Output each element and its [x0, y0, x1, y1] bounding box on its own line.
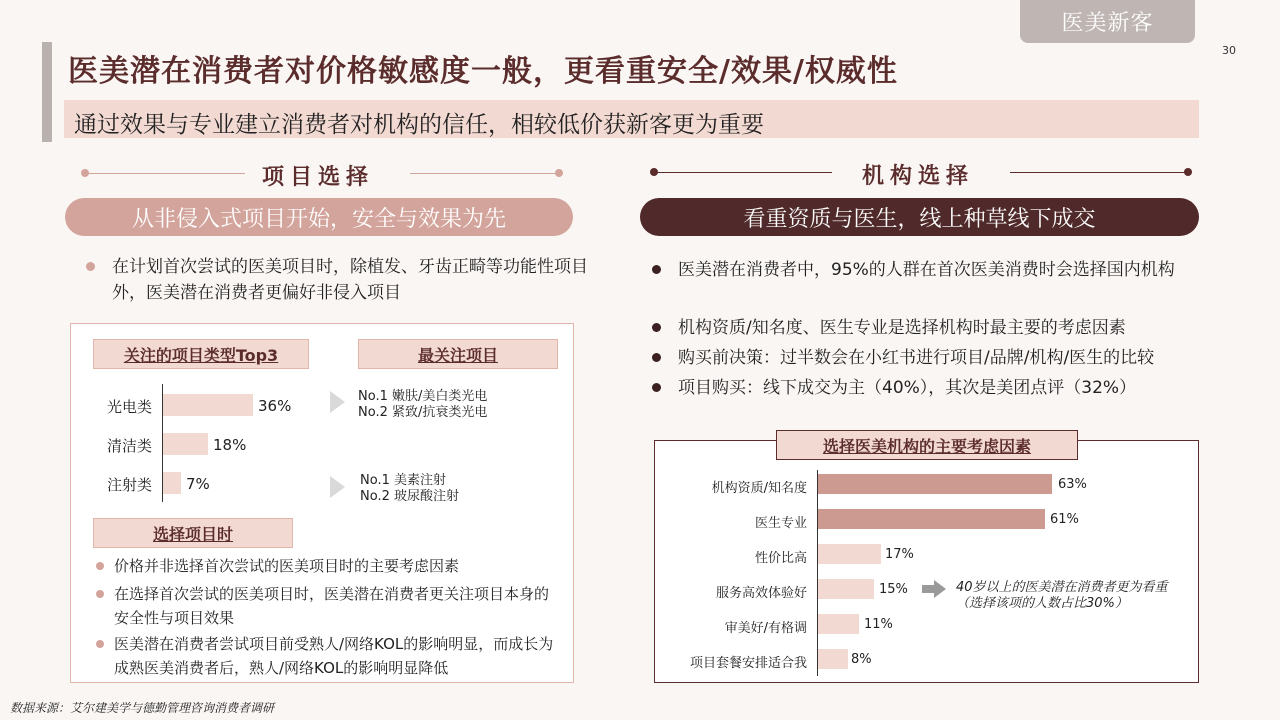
factor-label: 审美好/有格调 [724, 621, 807, 636]
data-source: 数据来源：艾尔建美学与德勤管理咨询消费者调研 [10, 701, 275, 715]
left-section-title: 项目选择 [262, 165, 375, 190]
top3-value-label: 36% [258, 397, 292, 415]
page-number: 30 [1222, 44, 1236, 57]
factor-bar [818, 614, 859, 634]
left-intro-bullet-dot [86, 262, 95, 271]
right-line-right [1010, 172, 1188, 173]
page-subtitle: 通过效果与专业建立消费者对机构的信任，相较低价获新客更为重要 [74, 112, 764, 138]
brand-tag: 医美新客 [1020, 0, 1195, 43]
right-bullet: 医美潜在消费者中，95%的人群在首次医美消费时会选择国内机构 [678, 260, 1175, 280]
focus-note-2-line2: No.2 玻尿酸注射 [360, 489, 459, 504]
top3-value-label: 7% [186, 475, 210, 493]
top3-category-label: 注射类 [106, 476, 152, 494]
arrow-note-line1: 40岁以上的医美潜在消费者更为看重 [956, 580, 1168, 595]
factor-axis [817, 470, 818, 676]
arrow-note-line2: （选择该项的人数占比30%） [956, 596, 1128, 611]
choose-bullet-dot [96, 590, 104, 598]
top3-title: 关注的项目类型Top3 [93, 339, 309, 369]
left-intro-bullet: 在计划首次尝试的医美项目时，除植发、牙齿正畸等功能性项目外，医美潜在消费者更偏好非侵入项目 [112, 257, 588, 303]
right-key-message: 看重资质与医生，线上种草线下成交 [640, 198, 1199, 236]
choose-bullet: 价格并非选择首次尝试的医美项目时的主要考虑因素 [114, 557, 460, 575]
factor-label: 性价比高 [754, 551, 807, 566]
factor-value-label: 15% [879, 582, 908, 597]
right-section-title: 机构选择 [862, 164, 975, 189]
focus-note-1-line1: No.1 嫩肤/美白类光电 [358, 389, 488, 404]
left-line-dot-end [555, 169, 563, 177]
choose-bullet: 在选择首次尝试的医美项目时，医美潜在消费者更关注项目本身的安全性与项目效果 [114, 585, 550, 627]
factor-label: 服务高效体验好 [715, 586, 807, 601]
right-bullet: 项目购买：线下成交为主（40%），其次是美团点评（32%） [678, 378, 1137, 398]
right-bullet-dot [652, 265, 661, 274]
factor-bar [818, 544, 881, 564]
right-bullet: 购买前决策：过半数会在小红书进行项目/品牌/机构/医生的比较 [678, 348, 1155, 368]
factor-value-label: 17% [885, 547, 914, 562]
top3-category-label: 清洁类 [106, 437, 152, 455]
title-accent-bar [42, 42, 52, 142]
factor-label: 机构资质/知名度 [711, 481, 807, 496]
right-bullet-dot [652, 353, 661, 362]
top3-category-label: 光电类 [106, 398, 152, 416]
focus-note-2-line1: No.1 美素注射 [360, 473, 446, 488]
top3-value-label: 18% [213, 436, 247, 454]
play-arrow-icon [330, 391, 345, 413]
right-bullet-dot [652, 323, 661, 332]
arrow-right-icon [922, 580, 946, 598]
top3-bar [163, 472, 181, 494]
right-bullet: 机构资质/知名度、医生专业是选择机构时最主要的考虑因素 [678, 318, 1126, 338]
right-bullet-dot [652, 383, 661, 392]
choose-bullet-dot [96, 640, 104, 648]
factor-bar [818, 509, 1045, 529]
factor-value-label: 61% [1050, 512, 1079, 527]
right-line-left [654, 172, 832, 173]
left-key-message: 从非侵入式项目开始，安全与效果为先 [65, 198, 573, 236]
factor-bar [818, 649, 848, 669]
factor-bar [818, 579, 874, 599]
choose-bullet: 医美潜在消费者尝试项目前受熟人/网络KOL的影响明显，而成长为成熟医美消费者后，熟人/网络KOL的影响明显降低 [114, 635, 554, 677]
choose-title: 选择项目时 [93, 518, 293, 548]
factor-value-label: 63% [1058, 477, 1087, 492]
choose-bullet-dot [96, 562, 104, 570]
focus-title: 最关注项目 [358, 339, 558, 369]
factor-value-label: 8% [851, 652, 872, 667]
factor-label: 项目套餐安排适合我 [689, 656, 807, 671]
factor-label: 医生专业 [754, 516, 807, 531]
top3-bar [163, 394, 253, 416]
right-panel-title: 选择医美机构的主要考虑因素 [776, 430, 1078, 460]
factor-bar [818, 474, 1052, 494]
right-line-dot-end [1184, 168, 1192, 176]
page-title: 医美潜在消费者对价格敏感度一般，更看重安全/效果/权威性 [68, 54, 898, 89]
left-line-left [85, 173, 245, 174]
focus-note-1-line2: No.2 紧致/抗衰类光电 [358, 405, 488, 420]
left-line-right [410, 173, 560, 174]
play-arrow-icon [330, 476, 345, 498]
top3-bar [163, 433, 208, 455]
factor-value-label: 11% [864, 617, 893, 632]
